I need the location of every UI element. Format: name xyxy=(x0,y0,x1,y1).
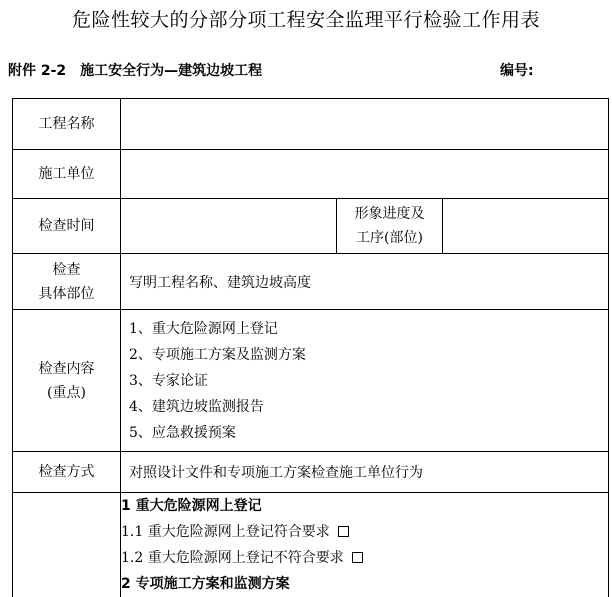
construction-unit-label: 施工单位 xyxy=(13,150,121,199)
results-label-cell xyxy=(13,493,121,597)
content-item: 4、建筑边坡监测报告 xyxy=(129,394,608,420)
inspection-content-list xyxy=(121,316,608,446)
row-inspection-method xyxy=(13,452,609,493)
content-item: 3、专家论证 xyxy=(129,368,608,394)
row-project-name xyxy=(13,99,609,150)
item-1-2-checkbox[interactable] xyxy=(352,552,363,563)
content-item: 5、应急救援预案 xyxy=(129,420,608,446)
part-label-line1: 检查 xyxy=(13,258,120,282)
results-cell xyxy=(121,493,609,597)
annex-name: 施工安全行为—建筑边坡工程 xyxy=(80,63,262,79)
annex-code: 附件 2-2 xyxy=(8,63,66,79)
annex-heading xyxy=(8,60,262,80)
project-name-label: 工程名称 xyxy=(13,99,121,150)
row-construction-unit xyxy=(13,150,609,199)
number-label: 编号: xyxy=(500,60,534,80)
row-inspection-time xyxy=(13,199,609,254)
inspection-table xyxy=(12,98,609,597)
progress-label-line1: 形象进度及 xyxy=(337,202,442,226)
section2-title: 2 专项施工方案和监测方案 xyxy=(121,571,608,597)
inspection-time-label: 检查时间 xyxy=(13,199,121,254)
content-item: 2、专项施工方案及监测方案 xyxy=(129,342,608,368)
construction-unit-field[interactable] xyxy=(121,150,609,199)
row-inspection-results xyxy=(13,493,609,597)
section1-title: 1 重大危险源网上登记 xyxy=(121,493,608,519)
progress-field[interactable] xyxy=(443,199,609,254)
item-1-1-checkbox[interactable] xyxy=(338,526,349,537)
item-1-1 xyxy=(121,519,608,545)
item-1-2-text: 1.2 重大危险源网上登记不符合要求 xyxy=(121,550,344,566)
content-label-line1: 检查内容 xyxy=(13,357,120,381)
inspection-part-value[interactable]: 写明工程名称、建筑边坡高度 xyxy=(121,254,609,310)
row-inspection-part xyxy=(13,254,609,310)
inspection-content-list-cell xyxy=(121,310,609,452)
document-title: 危险性较大的分部分项工程安全监理平行检验工作用表 xyxy=(0,5,612,32)
inspection-method-label: 检查方式 xyxy=(13,452,121,493)
content-label-line2: (重点) xyxy=(13,381,120,405)
row-inspection-content xyxy=(13,310,609,452)
inspection-content-label xyxy=(13,310,121,452)
project-name-field[interactable] xyxy=(121,99,609,150)
inspection-time-field[interactable] xyxy=(121,199,337,254)
content-item: 1、重大危险源网上登记 xyxy=(129,316,608,342)
item-1-2 xyxy=(121,545,608,571)
progress-label-line2: 工序(部位) xyxy=(337,226,442,250)
progress-label xyxy=(337,199,443,254)
inspection-part-label xyxy=(13,254,121,310)
item-1-1-text: 1.1 重大危险源网上登记符合要求 xyxy=(121,524,330,540)
inspection-method-value: 对照设计文件和专项施工方案检查施工单位行为 xyxy=(121,452,609,493)
part-label-line2: 具体部位 xyxy=(13,282,120,306)
